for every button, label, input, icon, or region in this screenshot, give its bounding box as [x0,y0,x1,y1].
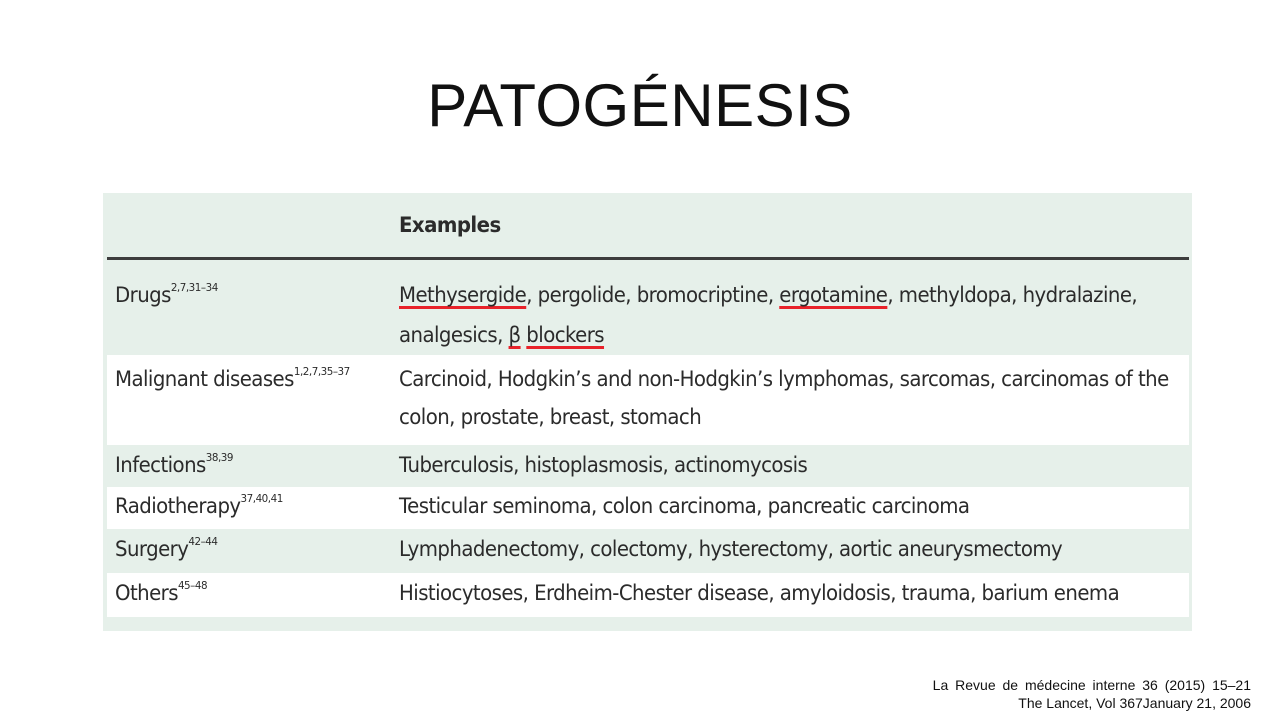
example-text: Carcinoid, Hodgkin’s and non-Hodgkin’s lymphomas, sarcomas, carcinomas of the [399,367,1169,391]
citation-lancet: The Lancet, Vol 367January 21, 2006 [1018,695,1251,711]
highlighted-term: ergotamine [779,283,888,307]
category-text: Infections [115,453,206,477]
etiology-table [103,193,1192,631]
table-row [107,269,1189,353]
category-text: Malignant diseases [115,367,294,391]
table-row [107,573,1189,617]
example-line [399,405,701,429]
reference-superscript: 37,40,41 [240,492,283,505]
reference-superscript: 1,2,7,35–37 [293,365,350,378]
slide-title: PATOGÉNESIS [427,72,853,139]
highlighted-term: Methysergide [399,283,527,307]
reference-superscript: 42–44 [188,535,218,548]
header-rule [107,257,1189,260]
example-text: , methyldopa, hydralazine, [887,283,1138,307]
reference-superscript: 38,39 [205,451,233,464]
example-text: colon, prostate, breast, stomach [399,405,702,429]
row-category-label [115,283,218,307]
reference-superscript: 2,7,31–34 [170,281,218,294]
example-text: Testicular seminoma, colon carcinoma, pancreatic carcinoma [399,494,970,518]
highlighted-term: β [508,323,521,347]
table-row [107,448,1189,484]
table-row [107,355,1189,445]
table-row [107,487,1189,529]
category-text: Others [115,581,178,605]
row-category-label [115,581,207,605]
example-line [399,581,1119,605]
row-category-label [115,453,233,477]
example-text: analgesics, [399,323,509,347]
example-line [399,367,1169,391]
category-text: Drugs [115,283,171,307]
citation-revue: La Revue de médecine interne 36 (2015) 15–21 [932,677,1251,693]
row-category-label [115,537,217,561]
category-text: Surgery [115,537,189,561]
example-line [399,494,969,518]
table-header-examples: Examples [399,213,501,237]
highlighted-term: blockers [526,323,605,347]
example-line [399,283,1137,307]
reference-superscript: 45–48 [177,579,208,592]
row-category-label [115,494,283,518]
table-row [107,533,1189,569]
example-line [399,323,604,347]
example-line [399,453,807,477]
row-category-label [115,367,350,391]
example-text: Lymphadenectomy, colectomy, hysterectomy, aortic aneurysmectomy [399,537,1063,561]
example-line [399,537,1062,561]
example-text: Histiocytoses, Erdheim-Chester disease, amyloidosis, trauma, barium enema [399,581,1120,605]
example-text: , pergolide, bromocriptine, [526,283,780,307]
category-text: Radiotherapy [115,494,241,518]
example-text: Tuberculosis, histoplasmosis, actinomycosis [399,453,808,477]
